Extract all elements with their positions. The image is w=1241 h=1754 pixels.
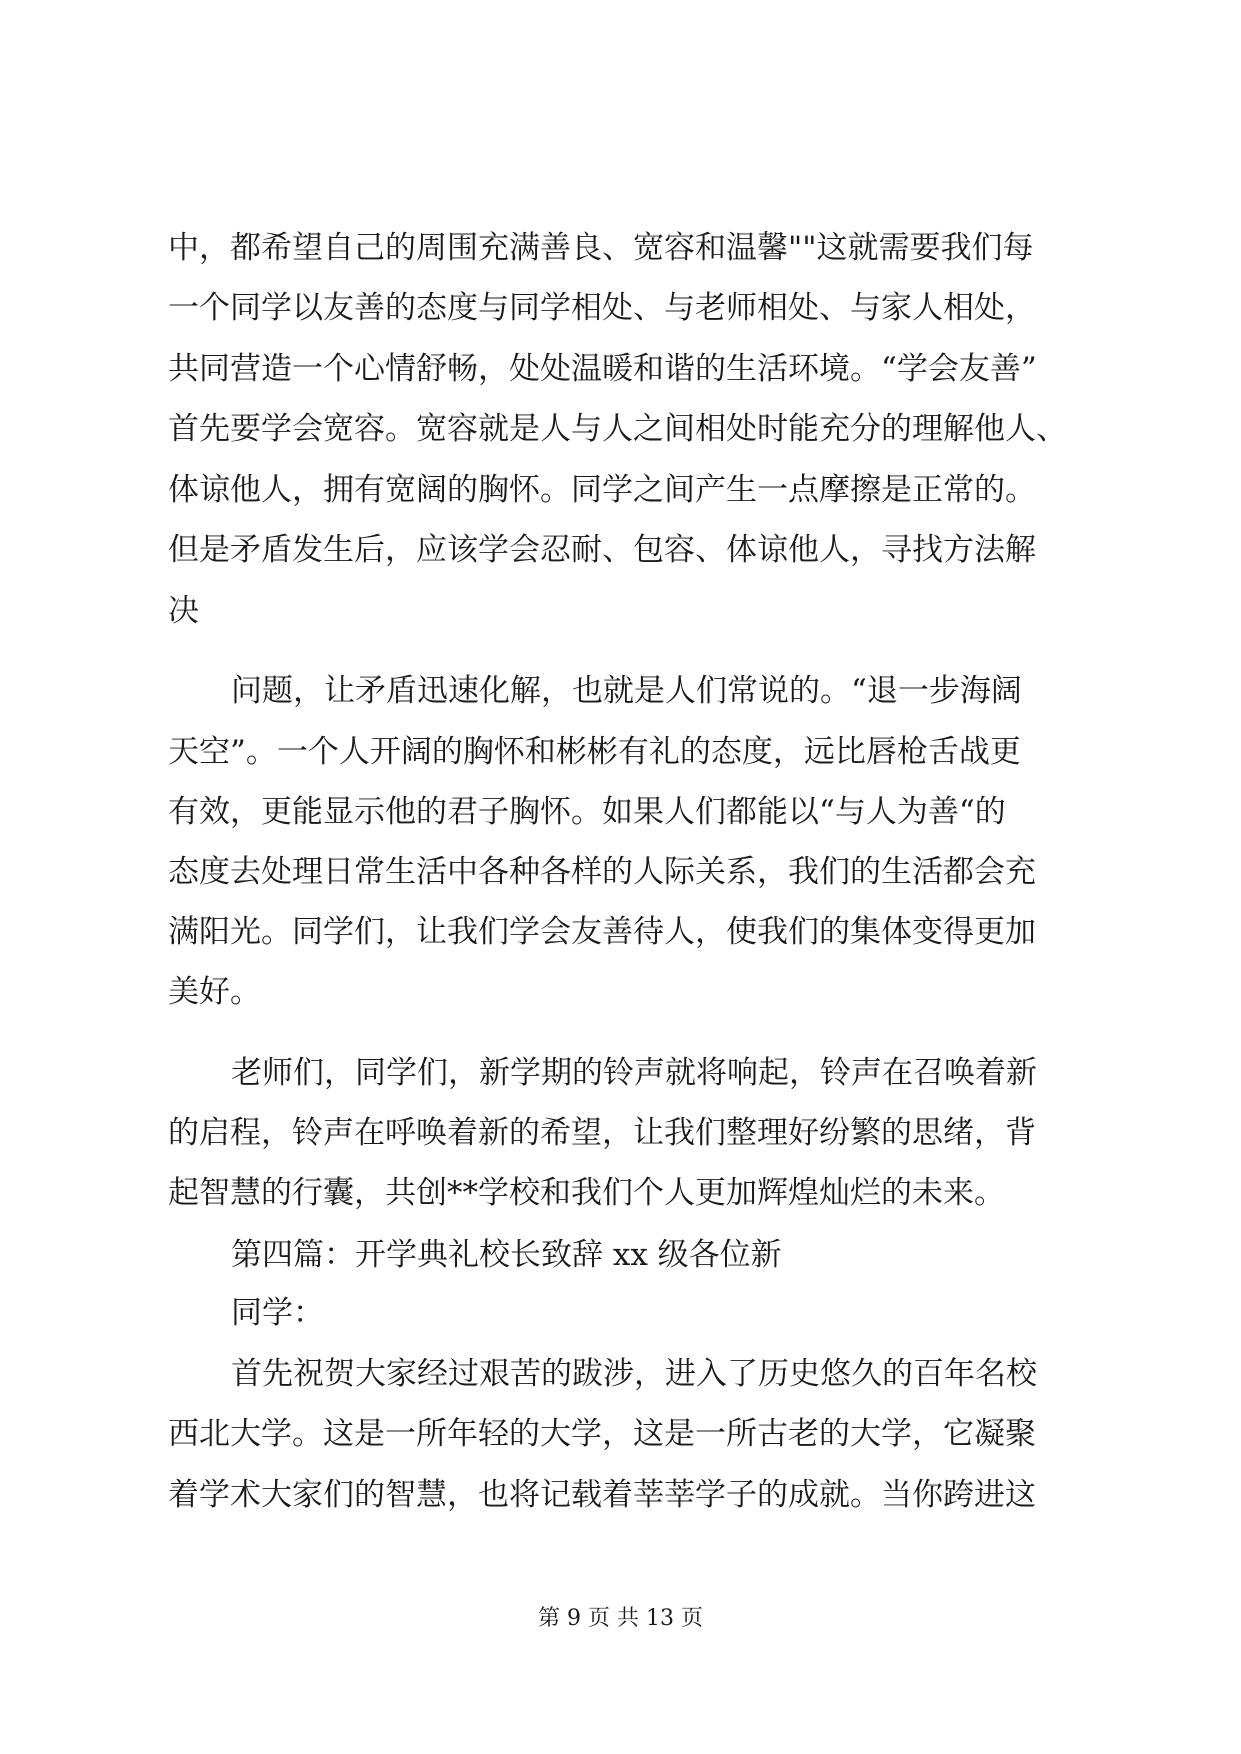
text-line: 态度去处理日常生活中各种各样的人际关系，我们的生活都会充 — [168, 854, 1036, 890]
text-line: 决 — [168, 593, 199, 629]
text-line: 首先要学会宽容。宽容就是人与人之间相处时能充分的理解他人、 — [168, 411, 1067, 447]
paragraph-start-line: 问题，让矛盾迅速化解，也就是人们常说的。“退一步海阔 — [231, 673, 1022, 709]
salutation-line: 同学： — [231, 1295, 324, 1331]
text-line: 天空”。一个人开阔的胸怀和彬彬有礼的态度，远比唇枪舌战更 — [168, 734, 1021, 770]
text-line: 美好。 — [168, 974, 261, 1010]
text-line: 的启程，铃声在呼唤着新的希望，让我们整理好纷繁的思绪，背 — [168, 1115, 1036, 1151]
section-heading-line: 第四篇：开学典礼校长致辞 xx 级各位新 — [231, 1237, 782, 1273]
text-line: 体谅他人，拥有宽阔的胸怀。同学之间产生一点摩擦是正常的。 — [168, 472, 1036, 508]
text-line: 满阳光。同学们，让我们学会友善待人，使我们的集体变得更加 — [168, 914, 1036, 950]
text-line: 西北大学。这是一所年轻的大学，这是一所古老的大学，它凝聚 — [168, 1416, 1036, 1452]
text-line: 起智慧的行囊，共创**学校和我们个人更加辉煌灿烂的未来。 — [168, 1175, 1005, 1211]
text-line: 一个同学以友善的态度与同学相处、与老师相处、与家人相处， — [168, 290, 1036, 326]
text-line: 有效，更能显示他的君子胸怀。如果人们都能以“与人为善“的 — [168, 794, 1006, 830]
paragraph-start-line: 首先祝贺大家经过艰苦的跋涉，进入了历史悠久的百年名校 — [231, 1356, 1037, 1392]
text-line: 共同营造一个心情舒畅，处处温暖和谐的生活环境。“学会友善” — [168, 351, 1037, 387]
paragraph-start-line: 老师们，同学们，新学期的铃声就将响起，铃声在召唤着新 — [231, 1055, 1037, 1091]
text-line: 中，都希望自己的周围充满善良、宽容和温馨""这就需要我们每 — [168, 230, 1034, 266]
page-number-footer: 第 9 页 共 13 页 — [538, 1606, 703, 1631]
text-line: 但是矛盾发生后，应该学会忍耐、包容、体谅他人，寻找方法解 — [168, 532, 1036, 568]
text-line: 着学术大家们的智慧，也将记载着莘莘学子的成就。当你跨进这 — [168, 1477, 1036, 1513]
